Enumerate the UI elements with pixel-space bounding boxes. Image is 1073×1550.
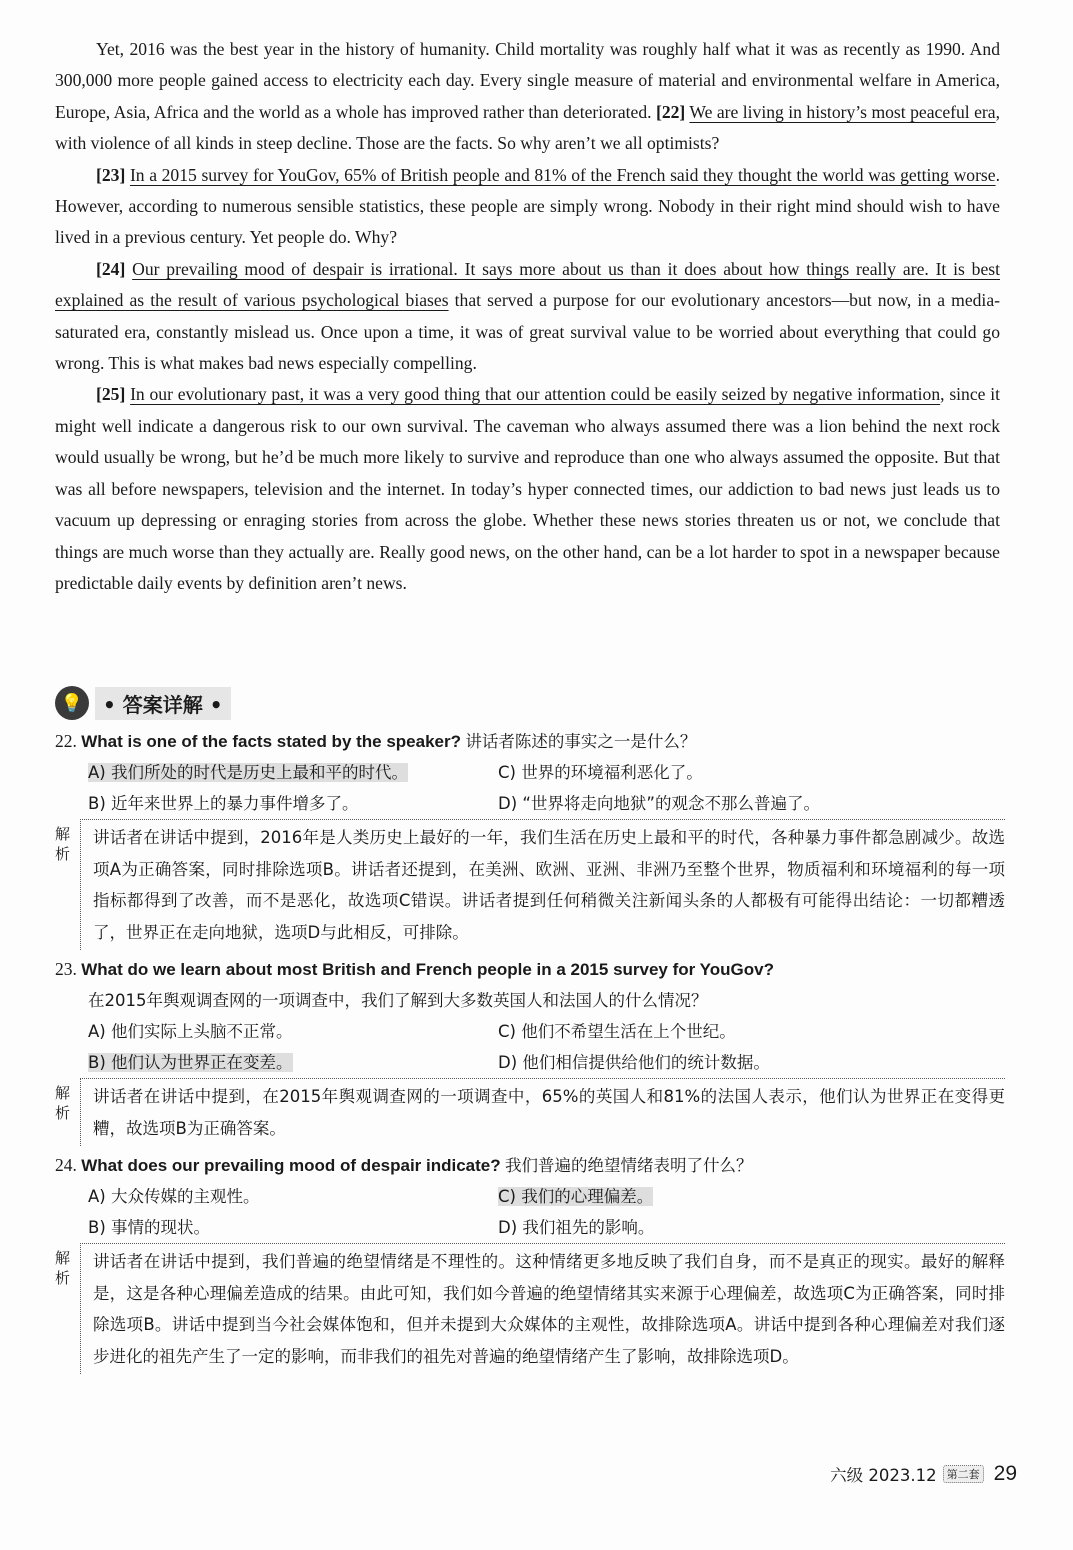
lightbulb-icon: 💡 [55,686,89,720]
exam-label: 六级 2023.12 [830,1466,937,1485]
question-cn: 在2015年舆观调查网的一项调查中，我们了解到大多数英国人和法国人的什么情况？ [88,991,708,1010]
passage [55,34,1000,599]
analysis [55,1243,1005,1374]
analysis-tag: 解析 [55,1084,71,1122]
set-badge: 第二套 [943,1465,984,1483]
option-b: B) 近年来世界上的暴力事件增多了。 [88,794,359,813]
text: Yet, 2016 was the best year in the history of humanity. Child mortality was roughly half what it was as recently as 1990. And 300,000 more people gained access to electricity each day. Every single measure of material and environmental welfare in America, Europe, Asia, Africa and the world as a whole has improved rather than deteriorated. [55,39,1000,122]
underlined-text: In our evolutionary past, it was a very good thing that our attention could be easily seized by negative information [130,384,941,405]
paragraph [55,160,1000,254]
option-c: C) 他们不希望生活在上个世纪。 [498,1022,736,1041]
paragraph [55,254,1000,380]
question-cn: 讲话者陈述的事实之一是什么？ [465,732,697,751]
question-23 [55,954,1005,1146]
question-number: 22. [55,731,77,751]
text: , since it might well indicate a dangerous risk to our own survival. The caveman who always assumed there was a lion behind the next rock would usually be wrong, but he’d be much more likely to survive and reproduce than one who always assumed the opposite. But that was all before newspapers, television and the internet. In today’s hyper connected times, our addiction to bad news just leads us to vacuum up depressing or enraging stories from across the globe. Whether these news stories threaten us or not, we conclude that things are much worse than they actually are. Really good news, on the other hand, can be a lot harder to spot in a newspaper because predictable daily events by definition aren’t news. [55,384,1000,593]
section-title: • 答案详解 • [95,687,231,720]
analysis-tag: 解析 [55,1249,71,1287]
option-d: D) “世界将走向地狱”的观念不那么普遍了。 [498,794,820,813]
question-marker: [22] [655,101,686,122]
section-header [55,684,1005,722]
analysis-text: 讲话者在讲话中提到，2016年是人类历史上最好的一年，我们生活在历史上最和平的时代，各种暴力事件都急剧减少。故选项A为正确答案，同时排除选项B。讲话者还提到，在美洲、欧洲、亚洲、非洲乃至整个世界，物质福利和环境福利的每一项指标都得到了改善，而不是恶化，故选项C错误。讲话者提到任何稍微关注新闻头条的人都极有可能得出结论：一切都糟透了，世界正在走向地狱，选项D与此相反，可排除。 [93,828,1005,942]
paragraph [55,34,1000,160]
option-a: A) 我们所处的时代是历史上最和平的时代。 [88,763,408,782]
question-22 [55,726,1005,950]
question-marker: [23] [96,164,126,185]
question-number: 23. [55,959,77,979]
text: , with violence of all kinds in steep decline. Those are the facts. So why aren’t we all optimists? [55,101,1000,154]
analysis [55,1078,1005,1146]
paragraph [55,379,1000,599]
question-number: 24. [55,1155,77,1175]
question-en: What does our prevailing mood of despair indicate? [81,1156,501,1175]
analysis-text: 讲话者在讲话中提到，我们普遍的绝望情绪是不理性的。这种情绪更多地反映了我们自身，而不是真正的现实。最好的解释是，这是各种心理偏差造成的结果。由此可知，我们如今普遍的绝望情绪其实来源于心理偏差，故选项C为正确答案，同时排除选项B。讲话中提到当今社会媒体饱和，但并未提到大众媒体的主观性，故排除选项A。讲话中提到各种心理偏差对我们逐步进化的祖先产生了一定的影响，而非我们的祖先对普遍的绝望情绪产生了影响，故排除选项D。 [93,1252,1005,1366]
analysis-tag: 解析 [55,825,71,863]
underlined-text: Our prevailing mood of despair is irrational. It says more about us than it does about how things really are. It is best explained as the result of various psychological biases [55,258,1001,311]
text: that served a purpose for our evolutionary ancestors—but now, in a media-saturated era, constantly mislead us. Once upon a time, it was of great survival value to be worried about everything that could go wrong. This is what makes bad news especially compelling. [55,290,1000,374]
option-a: A) 他们实际上头脑不正常。 [88,1022,293,1041]
question-en: What is one of the facts stated by the speaker? [81,732,462,751]
underlined-text: In a 2015 survey for YouGov, 65% of British people and 81% of the French said they thought the world was getting worse [129,164,996,185]
option-c: C) 世界的环境福利恶化了。 [498,763,703,782]
underlined-text: We are living in history’s most peaceful era [689,101,996,122]
text: . However, according to numerous sensible statistics, these people are simply wrong. Nobody in their right mind should wish to have lived in a previous century. Yet people do. Why? [55,164,1000,248]
analysis-text: 讲话者在讲话中提到，在2015年舆观调查网的一项调查中，65%的英国人和81%的法国人表示，他们认为世界正在变得更糟，故选项B为正确答案。 [93,1087,1005,1138]
option-a: A) 大众传媒的主观性。 [88,1187,260,1206]
question-en: What do we learn about most British and French people in a 2015 survey for YouGov? [81,960,774,979]
option-d: D) 我们祖先的影响。 [498,1218,655,1237]
option-b: B) 他们认为世界正在变差。 [88,1053,293,1072]
option-c: C) 我们的心理偏差。 [498,1187,654,1206]
page-number: 29 [993,1462,1017,1485]
question-cn: 我们普遍的绝望情绪表明了什么？ [505,1156,753,1175]
question-24 [55,1150,1005,1374]
page-footer [830,1462,1017,1486]
option-b: B) 事情的现状。 [88,1218,211,1237]
question-marker: [25] [96,384,126,405]
analysis [55,819,1005,950]
answer-explanations [55,684,1005,1378]
option-d: D) 他们相信提供给他们的统计数据。 [498,1053,770,1072]
question-marker: [24] [96,258,126,279]
